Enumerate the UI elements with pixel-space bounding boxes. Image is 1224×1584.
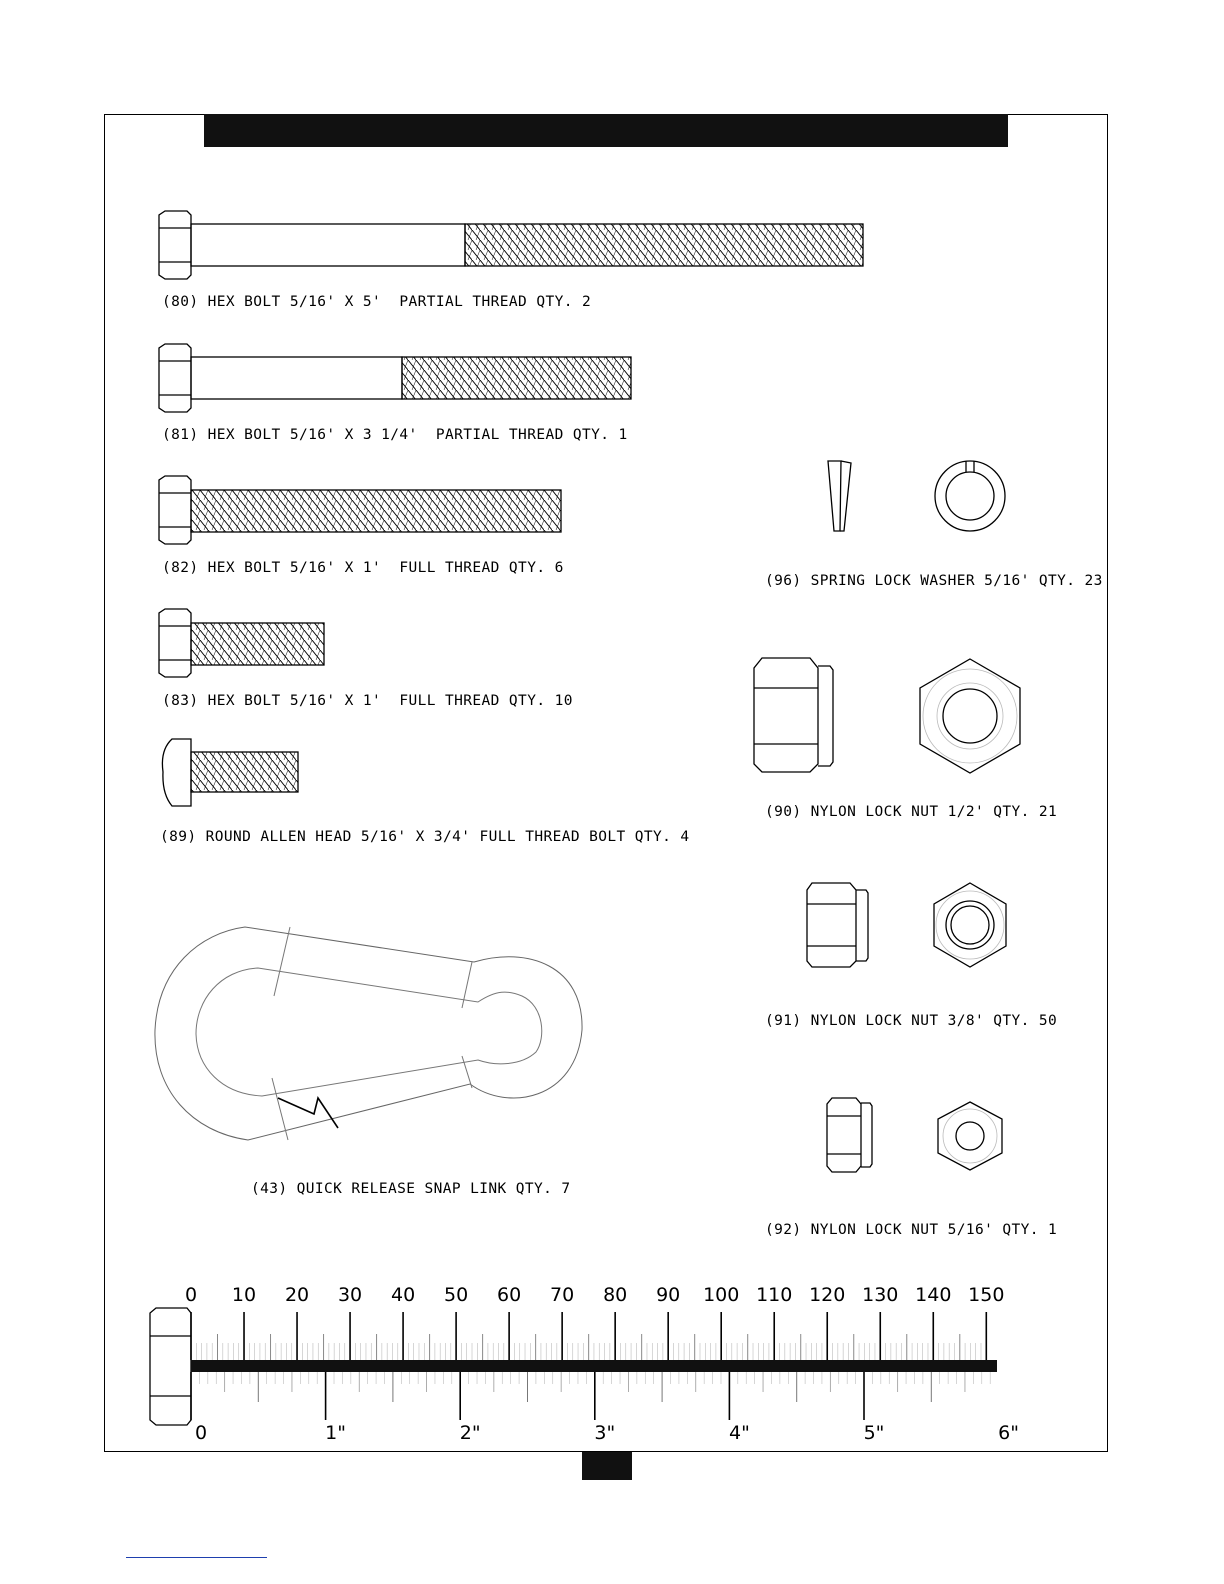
inch-tick-label: 6": [998, 1422, 1020, 1444]
snap-link-43-drawing: [155, 927, 582, 1140]
inch-tick-label: 2": [459, 1422, 481, 1444]
mm-tick-label: 130: [862, 1284, 899, 1306]
mm-tick-label: 140: [915, 1284, 952, 1306]
part-label-91: (91) NYLON LOCK NUT 3/8' QTY. 50: [765, 1013, 1058, 1029]
mm-tick-label: 50: [444, 1284, 469, 1306]
nylon-nut-90-drawing: [754, 658, 1020, 773]
mm-tick-label: 0: [184, 1284, 198, 1306]
mm-tick-label: 110: [756, 1284, 793, 1306]
mm-tick-label: 70: [550, 1284, 575, 1306]
nylon-nut-92-drawing: [827, 1098, 1002, 1172]
ruler-shaft: [191, 1360, 997, 1372]
round-allen-bolt-89-drawing: [162, 739, 298, 806]
ruler-bolt-head: [150, 1308, 191, 1425]
hex-bolt-83-drawing: [159, 609, 324, 677]
inch-tick-label: 4": [728, 1422, 750, 1444]
part-label-80: (80) HEX BOLT 5/16' X 5' PARTIAL THREAD QTY. 2: [162, 294, 592, 310]
part-label-81: (81) HEX BOLT 5/16' X 3 1/4' PARTIAL THREAD QTY. 1: [162, 427, 628, 443]
inch-tick-label: 0: [194, 1422, 208, 1444]
nylon-nut-91-drawing: [807, 883, 1006, 967]
part-label-90: (90) NYLON LOCK NUT 1/2' QTY. 21: [765, 804, 1058, 820]
part-label-96: (96) SPRING LOCK WASHER 5/16' QTY. 23: [765, 573, 1103, 589]
part-label-83: (83) HEX BOLT 5/16' X 1' FULL THREAD QTY. 10: [162, 693, 573, 709]
mm-tick-label: 40: [390, 1284, 416, 1306]
mm-tick-label: 30: [337, 1284, 363, 1306]
part-label-43: (43) QUICK RELEASE SNAP LINK QTY. 7: [251, 1181, 571, 1197]
mm-tick-label: 150: [968, 1284, 1005, 1306]
mm-tick-label: 60: [497, 1284, 522, 1306]
mm-tick-label: 10: [231, 1284, 257, 1306]
part-label-92: (92) NYLON LOCK NUT 5/16' QTY. 1: [765, 1222, 1058, 1238]
spring-washer-96-drawing: [828, 461, 1005, 531]
mm-tick-label: 20: [284, 1284, 310, 1306]
mm-tick-label: 80: [603, 1284, 628, 1306]
hex-bolt-82-drawing: [159, 476, 561, 544]
part-label-89: (89) ROUND ALLEN HEAD 5/16' X 3/4' FULL THREAD BOLT QTY. 4: [160, 829, 690, 845]
mm-tick-label: 90: [656, 1284, 681, 1306]
hex-bolt-80-drawing: [159, 211, 863, 279]
part-label-82: (82) HEX BOLT 5/16' X 1' FULL THREAD QTY. 6: [162, 560, 564, 576]
hex-bolt-81-drawing: [159, 344, 631, 412]
mm-tick-label: 100: [703, 1284, 740, 1306]
inch-tick-label: 1": [325, 1422, 347, 1444]
inch-tick-label: 5": [863, 1422, 885, 1444]
inch-tick-label: 3": [594, 1422, 616, 1444]
mm-tick-label: 120: [809, 1284, 846, 1306]
